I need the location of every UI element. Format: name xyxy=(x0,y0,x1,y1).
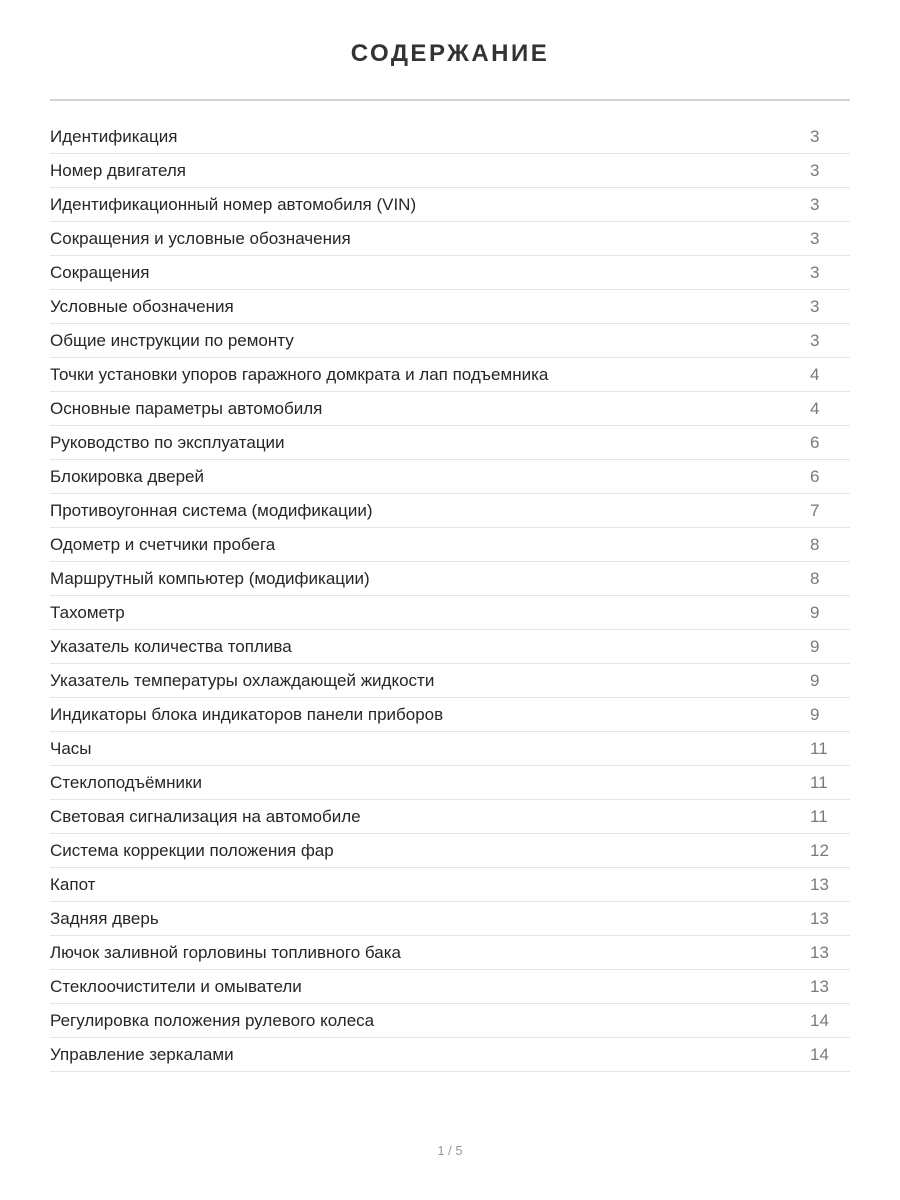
toc-entry-page: 13 xyxy=(810,943,829,962)
toc-entry-page: 9 xyxy=(810,637,820,656)
toc-entry-page: 8 xyxy=(810,535,820,554)
toc-entry-title: Стеклоподъёмники xyxy=(50,773,202,792)
toc-entry-page: 6 xyxy=(810,433,820,452)
toc-entry[interactable] xyxy=(50,256,850,290)
toc-entry-page: 11 xyxy=(810,807,828,826)
toc-entry-title: Капот xyxy=(50,875,96,894)
toc-entry-page: 3 xyxy=(810,195,820,214)
toc-entry-title: Номер двигателя xyxy=(50,161,187,180)
toc-entry-page: 11 xyxy=(810,739,828,758)
toc-entry-title: Руководство по эксплуатации xyxy=(50,433,285,452)
toc-entry[interactable] xyxy=(50,426,850,460)
toc-entry-page: 3 xyxy=(810,127,820,146)
toc-entry-page: 14 xyxy=(810,1011,829,1030)
toc-entry[interactable] xyxy=(50,698,850,732)
toc-entry-title: Блокировка дверей xyxy=(50,467,205,486)
toc-entry-page: 3 xyxy=(810,263,820,282)
toc-entry-page: 13 xyxy=(810,875,829,894)
toc-entry-page: 13 xyxy=(810,909,829,928)
toc-entry-title: Тахометр xyxy=(50,603,125,622)
toc-entry[interactable] xyxy=(50,324,850,358)
page-indicator: 1 / 5 xyxy=(437,1143,463,1158)
title-divider xyxy=(50,99,850,101)
toc-entry[interactable] xyxy=(50,120,850,154)
toc-entry-title: Условные обозначения xyxy=(50,297,234,316)
toc-entry[interactable] xyxy=(50,154,850,188)
toc-entry[interactable] xyxy=(50,800,850,834)
toc-entry-page: 7 xyxy=(810,501,820,520)
toc-entry[interactable] xyxy=(50,528,850,562)
toc-entry-title: Стеклоочистители и омыватели xyxy=(50,977,302,996)
toc-entry-page: 3 xyxy=(810,331,820,350)
toc-entry-title: Лючок заливной горловины топливного бака xyxy=(50,943,401,962)
toc-entry-page: 3 xyxy=(810,161,820,180)
toc-entry-title: Регулировка положения рулевого колеса xyxy=(50,1011,375,1030)
toc-entry[interactable] xyxy=(50,1004,850,1038)
toc-entry-title: Маршрутный компьютер (модификации) xyxy=(50,569,370,588)
toc-entry[interactable] xyxy=(50,358,850,392)
toc-entry[interactable] xyxy=(50,392,850,426)
toc-entry-title: Указатель температуры охлаждающей жидкости xyxy=(50,671,435,690)
toc-entry[interactable] xyxy=(50,562,850,596)
toc-entry-title: Точки установки упоров гаражного домкрата и лап подъемника xyxy=(50,365,549,384)
toc-entry-title: Световая сигнализация на автомобиле xyxy=(50,807,361,826)
toc-entry[interactable] xyxy=(50,290,850,324)
toc-entry-title: Идентификация xyxy=(50,127,178,146)
toc-entry[interactable] xyxy=(50,970,850,1004)
toc-entry[interactable] xyxy=(50,1038,850,1072)
toc-entry-title: Одометр и счетчики пробега xyxy=(50,535,276,554)
toc-entry[interactable] xyxy=(50,460,850,494)
toc-entry-title: Основные параметры автомобиля xyxy=(50,399,323,418)
toc-entry-page: 3 xyxy=(810,229,820,248)
toc-entry-page: 4 xyxy=(810,365,820,384)
toc-entry-page: 4 xyxy=(810,399,820,418)
toc-entry-title: Часы xyxy=(50,739,92,758)
toc-entry[interactable] xyxy=(50,936,850,970)
toc-entry-title: Сокращения и условные обозначения xyxy=(50,229,351,248)
toc-entry-title: Система коррекции положения фар xyxy=(50,841,334,860)
toc-entry-page: 12 xyxy=(810,841,829,860)
page-title: СОДЕРЖАНИЕ xyxy=(350,40,550,67)
toc-entry[interactable] xyxy=(50,902,850,936)
toc-entry-page: 3 xyxy=(810,297,820,316)
toc-entry-title: Указатель количества топлива xyxy=(50,637,292,656)
toc-entry-page: 8 xyxy=(810,569,820,588)
toc-entry[interactable] xyxy=(50,494,850,528)
toc-entry-title: Индикаторы блока индикаторов панели приборов xyxy=(50,705,444,724)
toc-entry[interactable] xyxy=(50,630,850,664)
toc-entry[interactable] xyxy=(50,868,850,902)
toc-entry-page: 14 xyxy=(810,1045,829,1064)
toc-entry[interactable] xyxy=(50,732,850,766)
toc-entry[interactable] xyxy=(50,664,850,698)
toc-entry-page: 11 xyxy=(810,773,828,792)
toc-entry-title: Идентификационный номер автомобиля (VIN) xyxy=(50,195,417,214)
toc-entry[interactable] xyxy=(50,596,850,630)
toc-entry-title: Задняя дверь xyxy=(50,909,159,928)
toc-entry[interactable] xyxy=(50,834,850,868)
toc-entry-title: Управление зеркалами xyxy=(50,1045,234,1064)
toc-entry-page: 9 xyxy=(810,705,820,724)
toc-entry-title: Сокращения xyxy=(50,263,150,282)
toc-entry-title: Противоугонная система (модификации) xyxy=(50,501,373,520)
toc-entry[interactable] xyxy=(50,188,850,222)
toc-entry[interactable] xyxy=(50,222,850,256)
toc-entry-page: 6 xyxy=(810,467,820,486)
toc-entry-title: Общие инструкции по ремонту xyxy=(50,331,294,350)
toc-entry[interactable] xyxy=(50,766,850,800)
toc-entry-page: 13 xyxy=(810,977,829,996)
toc-entry-page: 9 xyxy=(810,671,820,690)
table-of-contents xyxy=(50,120,850,1072)
toc-entry-page: 9 xyxy=(810,603,820,622)
